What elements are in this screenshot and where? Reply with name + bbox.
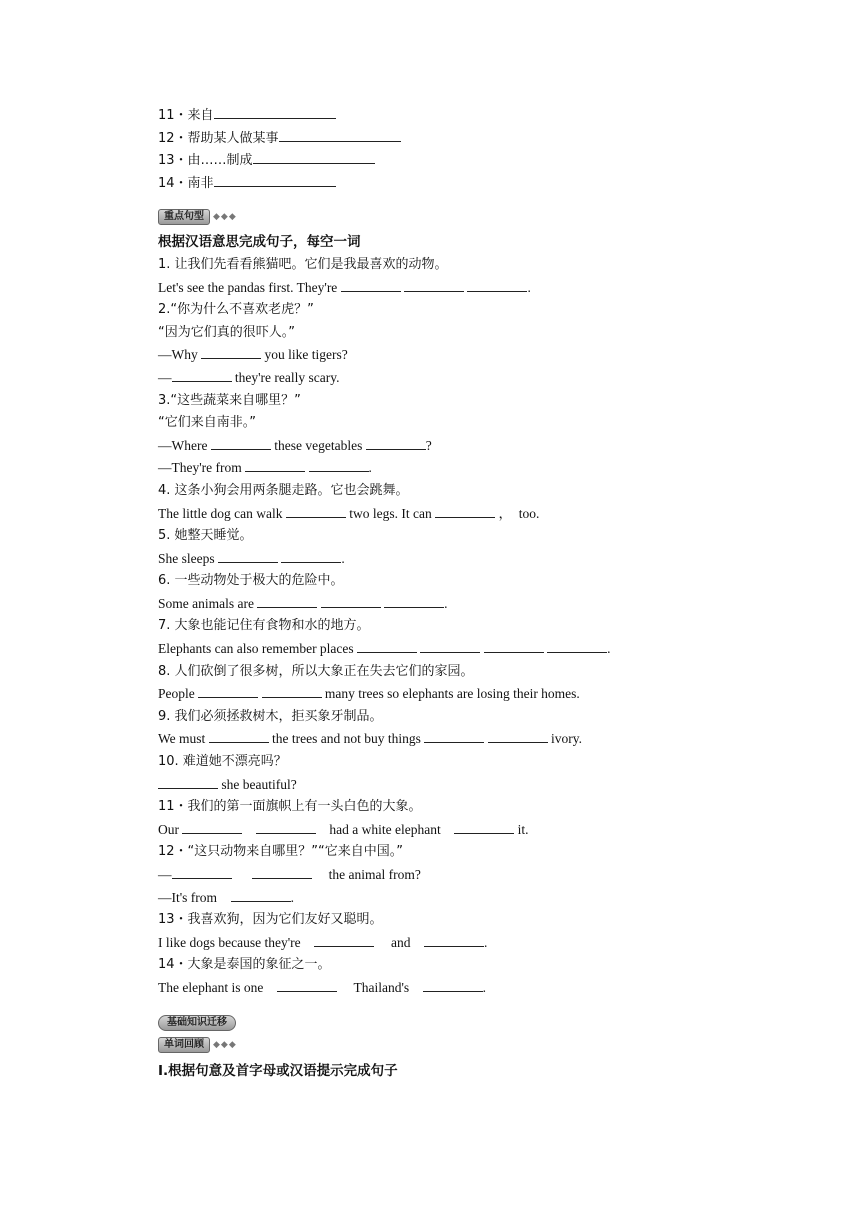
question-zh: 3.“这些蔬菜来自哪里？” bbox=[158, 392, 301, 408]
question-zh: 13・我喜欢狗，因为它们友好又聪明。 bbox=[158, 912, 383, 928]
section-header-word-review bbox=[158, 1034, 718, 1056]
question-en: —Where these vegetables ? bbox=[158, 435, 718, 458]
vocab-item: 13・由……制成 bbox=[158, 149, 718, 172]
question-en: Our had a white elephant it. bbox=[158, 819, 718, 842]
question-zh: 10. 难道她不漂亮吗？ bbox=[158, 754, 287, 770]
part-title: Ⅰ.根据句意及首字母或汉语提示完成句子 bbox=[158, 1062, 398, 1079]
question-en: —It's from . bbox=[158, 887, 718, 910]
question-en: Elephants can also remember places . bbox=[158, 638, 718, 661]
vocab-item: 12・帮助某人做某事 bbox=[158, 127, 718, 150]
question-zh: 7. 大象也能记住有食物和水的地方。 bbox=[158, 618, 370, 634]
question-en: Some animals are . bbox=[158, 593, 718, 616]
question-en: — they're really scary. bbox=[158, 367, 718, 390]
question-zh: 9. 我们必须拯救树木，拒买象牙制品。 bbox=[158, 708, 383, 724]
question-en: — the animal from? bbox=[158, 864, 718, 887]
question-zh: 8. 人们砍倒了很多树，所以大象正在失去它们的家园。 bbox=[158, 663, 474, 679]
question-en: I like dogs because they're and . bbox=[158, 932, 718, 955]
question-zh: 5. 她整天睡觉。 bbox=[158, 528, 253, 544]
question-zh: 1. 让我们先看看熊猫吧。它们是我最喜欢的动物。 bbox=[158, 256, 448, 272]
question-en: —Why you like tigers? bbox=[158, 344, 718, 367]
question-zh: “它们来自南非。” bbox=[158, 415, 256, 431]
section-badge: 基础知识迁移 bbox=[158, 1015, 236, 1031]
section-badge: 单词回顾 bbox=[158, 1037, 210, 1053]
question-en: Let's see the pandas first. They're . bbox=[158, 277, 718, 300]
section-header-transfer bbox=[158, 1012, 718, 1034]
section-badge: 重点句型 bbox=[158, 209, 210, 225]
question-zh: 11・我们的第一面旗帜上有一头白色的大象。 bbox=[158, 799, 422, 815]
worksheet-page bbox=[158, 104, 718, 1082]
question-en: The little dog can walk two legs. It can ， too. bbox=[158, 503, 718, 526]
question-en: she beautiful? bbox=[158, 774, 718, 797]
section-header-key-sentences bbox=[158, 206, 718, 228]
question-zh: 14・大象是泰国的象征之一。 bbox=[158, 957, 331, 973]
question-zh: 6. 一些动物处于极大的危险中。 bbox=[158, 573, 344, 589]
question-en: She sleeps . bbox=[158, 548, 718, 571]
question-en: We must the trees and not buy things ivory. bbox=[158, 728, 718, 751]
question-en: —They're from . bbox=[158, 457, 718, 480]
question-en: The elephant is one Thailand's . bbox=[158, 977, 718, 1000]
diamond-dots-icon: ◆◆◆ bbox=[213, 212, 237, 223]
question-zh: 2.“你为什么不喜欢老虎？” bbox=[158, 302, 314, 318]
diamond-dots-icon: ◆◆◆ bbox=[213, 1039, 237, 1050]
instruction: 根据汉语意思完成句子，每空一词 bbox=[158, 234, 361, 251]
vocab-item: 14・南非 bbox=[158, 172, 718, 195]
question-zh: 12・“这只动物来自哪里？”“它来自中国。” bbox=[158, 844, 403, 860]
question-zh: “因为它们真的很吓人。” bbox=[158, 324, 295, 340]
question-zh: 4. 这条小狗会用两条腿走路。它也会跳舞。 bbox=[158, 482, 409, 498]
vocab-item: 11・来自 bbox=[158, 104, 718, 127]
question-en: People many trees so elephants are losing their homes. bbox=[158, 683, 718, 706]
